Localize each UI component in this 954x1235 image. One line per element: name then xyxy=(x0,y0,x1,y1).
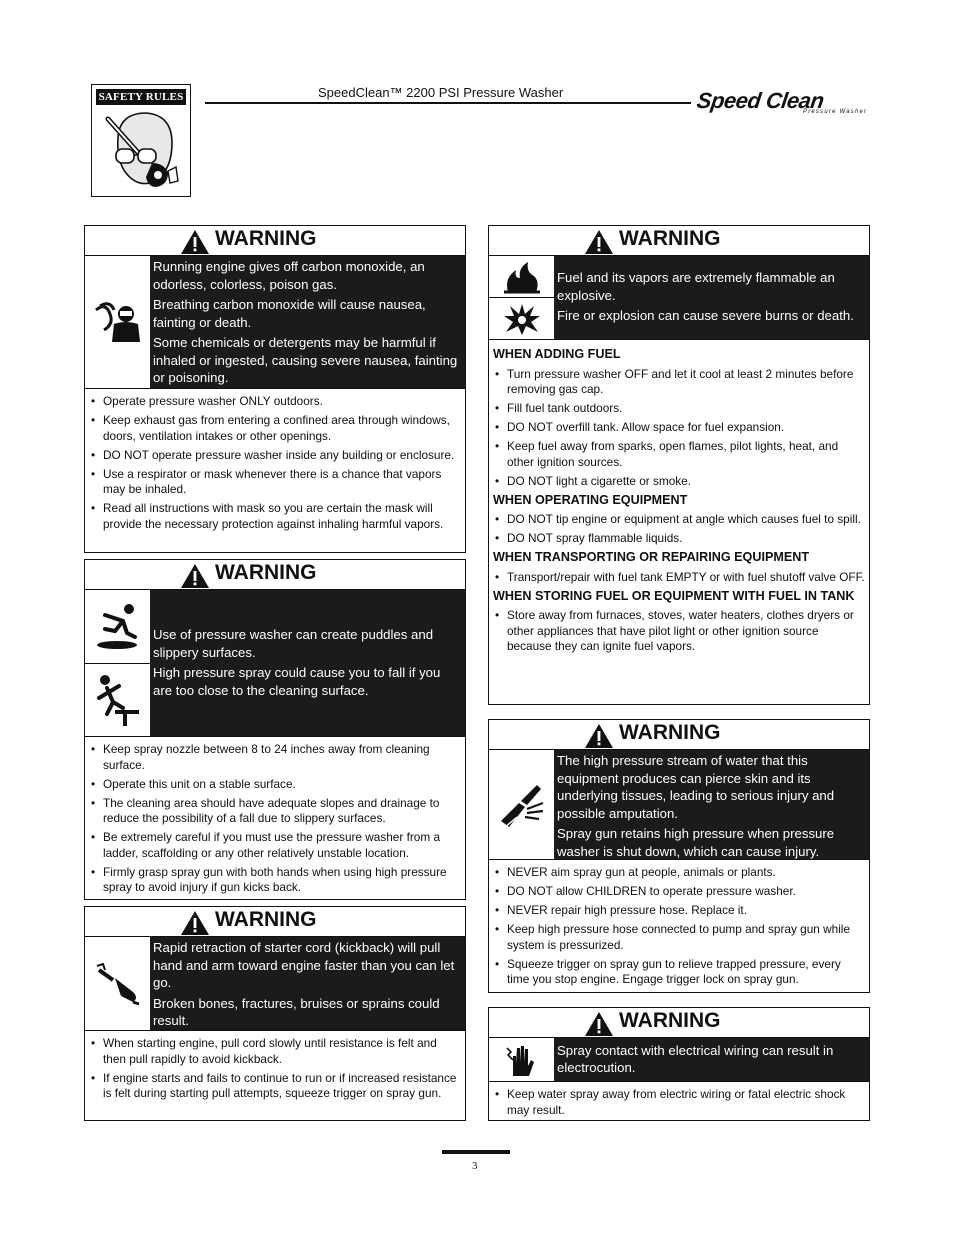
section-heading: WHEN ADDING FUEL xyxy=(493,347,621,361)
hazard-line: Spray gun retains high pressure when pressure washer is shut down, which can cause injury. xyxy=(557,826,835,859)
hazard-statement xyxy=(85,937,465,1031)
list-item: • DO NOT light a cigarette or smoke. xyxy=(493,474,865,490)
kickback-icon xyxy=(85,937,150,1030)
list-item: • Keep water spray away from electric wiring or fatal electric shock may result. xyxy=(493,1087,865,1118)
section-heading: WHEN TRANSPORTING OR REPAIRING EQUIPMENT xyxy=(493,550,810,564)
list-item: • Be extremely careful if you must use the pressure washer from a ladder, scaffolding or any other relatively unstable location. xyxy=(89,830,461,861)
hazard-icons xyxy=(489,750,554,859)
hazard-line: Rapid retraction of starter cord (kickback) will pull hand and arm toward engine faster than you can let go. xyxy=(153,940,455,990)
safety-rules-label: SAFETY RULES xyxy=(96,89,186,105)
warning-title: WARNING xyxy=(215,908,317,931)
hazard-text xyxy=(150,590,465,736)
hazard-statement xyxy=(85,590,465,737)
footer-rule xyxy=(442,1150,510,1154)
safety-list xyxy=(493,608,865,655)
hazard-icons xyxy=(85,256,150,388)
toxic-fumes-icon xyxy=(85,256,150,388)
warning-box-kickback xyxy=(84,906,466,1121)
safety-list xyxy=(89,1036,461,1102)
warning-box-high-pressure xyxy=(488,719,870,993)
skin-injection-icon xyxy=(489,750,554,859)
warning-header xyxy=(85,226,465,256)
hazard-line: Fire or explosion can cause severe burns or death. xyxy=(557,308,854,324)
warning-triangle-icon xyxy=(584,723,614,749)
safety-list xyxy=(493,570,865,586)
hazard-line: Breathing carbon monoxide will cause nausea, fainting or death. xyxy=(153,297,426,330)
hazard-text xyxy=(554,750,869,859)
warning-title: WARNING xyxy=(619,721,721,744)
warning-title: WARNING xyxy=(619,227,721,250)
warning-body xyxy=(85,389,465,540)
hazard-line: High pressure spray could cause you to fall if you are too close to the cleaning surface. xyxy=(153,665,441,698)
warning-triangle-icon xyxy=(180,910,210,936)
warning-box-fuel xyxy=(488,225,870,705)
list-item: • Keep fuel away from sparks, open flames, pilot lights, heat, and other ignition sources. xyxy=(493,439,865,470)
list-item: • Turn pressure washer OFF and let it cool at least 2 minutes before removing gas cap. xyxy=(493,367,865,398)
hazard-line: The high pressure stream of water that this equipment produces can pierce skin and its underlying tissues, leading to serious injury and possible amputation. xyxy=(557,753,835,821)
list-item: • NEVER aim spray gun at people, animals or plants. xyxy=(493,865,865,881)
explosion-icon xyxy=(489,298,554,339)
list-item: • Keep high pressure hose connected to pump and spray gun while system is pressurized. xyxy=(493,922,865,953)
hazard-statement xyxy=(489,256,869,340)
hazard-text xyxy=(150,937,465,1030)
safety-rules-badge xyxy=(91,84,191,197)
warning-box-slip-fall xyxy=(84,559,466,900)
fire-icon xyxy=(489,256,554,298)
hazard-icons xyxy=(85,590,150,736)
list-item: • Use a respirator or mask whenever there is a chance that vapors may be inhaled. xyxy=(89,467,461,498)
warning-triangle-icon xyxy=(180,229,210,255)
warning-header xyxy=(85,560,465,590)
warning-body xyxy=(85,737,465,903)
warning-triangle-icon xyxy=(584,1011,614,1037)
warning-box-electrocution xyxy=(488,1007,870,1121)
slip-hazard-icon xyxy=(85,590,150,664)
section-heading: WHEN OPERATING EQUIPMENT xyxy=(493,492,688,507)
list-item: • DO NOT allow CHILDREN to operate pressure washer. xyxy=(493,884,865,900)
warning-body xyxy=(489,340,869,662)
hazard-text xyxy=(554,256,869,339)
hazard-line: Broken bones, fractures, bruises or sprains could result. xyxy=(153,995,440,1028)
warning-triangle-icon xyxy=(584,229,614,255)
warning-body xyxy=(85,1031,465,1109)
hazard-statement xyxy=(489,750,869,860)
list-item: • Read all instructions with mask so you are certain the mask will provide the necessary protection against inhaling harmful vapors. xyxy=(89,501,461,532)
list-item: • DO NOT tip engine or equipment at angle which causes fuel to spill. xyxy=(493,512,865,528)
list-item: • When starting engine, pull cord slowly until resistance is felt and then pull rapidly to avoid kickback. xyxy=(89,1036,461,1067)
list-item: • NEVER repair high pressure hose. Replace it. xyxy=(493,903,865,919)
warning-header xyxy=(85,907,465,937)
warning-body xyxy=(489,1082,869,1126)
brand-subtitle: Pressure Washer xyxy=(803,109,868,115)
hazard-icons xyxy=(85,937,150,1030)
list-item: • Keep exhaust gas from entering a confined area through windows, doors, ventilation intakes or other openings. xyxy=(89,413,461,444)
safety-list xyxy=(89,394,461,532)
list-item: • Store away from furnaces, stoves, water heaters, clothes dryers or other appliances that have pilot light or other ignition source because they can ignite fuel vapors. xyxy=(493,608,865,655)
hazard-statement xyxy=(85,256,465,389)
warning-title: WARNING xyxy=(215,561,317,584)
list-item: • The cleaning area should have adequate slopes and drainage to reduce the possibility of a fall due to slippery surfaces. xyxy=(89,796,461,827)
list-item: • Fill fuel tank outdoors. xyxy=(493,401,865,417)
respirator-figure-icon xyxy=(98,107,186,193)
warning-box-carbon-monoxide xyxy=(84,225,466,553)
list-item: • DO NOT operate pressure washer inside any building or enclosure. xyxy=(89,448,461,464)
hazard-text xyxy=(554,1038,869,1081)
warning-triangle-icon xyxy=(180,563,210,589)
hazard-statement xyxy=(489,1038,869,1082)
hazard-line: Fuel and its vapors are extremely flammable an explosive. xyxy=(557,270,835,303)
safety-list xyxy=(493,367,865,490)
warning-title: WARNING xyxy=(215,227,317,250)
list-item: • Firmly grasp spray gun with both hands when using high pressure spray to avoid injury if gun kicks back. xyxy=(89,865,461,896)
hazard-line: Spray contact with electrical wiring can result in electrocution. xyxy=(557,1042,834,1075)
list-item: • Squeeze trigger on spray gun to relieve trapped pressure, every time you stop engine. Engage trigger lock on spray gun. xyxy=(493,957,865,988)
safety-list xyxy=(493,1087,865,1118)
electric-shock-icon xyxy=(489,1038,554,1081)
brand-name: Speed Clean xyxy=(695,88,826,113)
speed-clean-logo xyxy=(697,88,872,118)
safety-list xyxy=(493,512,865,547)
safety-list xyxy=(89,742,461,896)
hazard-text xyxy=(150,256,465,388)
fall-hazard-icon xyxy=(85,664,150,737)
warning-title: WARNING xyxy=(619,1009,721,1032)
hazard-line: Some chemicals or detergents may be harmful if inhaled or ingested, causing severe nausea, fainting or poisoning. xyxy=(153,335,458,385)
list-item: • DO NOT overfill tank. Allow space for fuel expansion. xyxy=(493,420,865,436)
hazard-icons xyxy=(489,1038,554,1081)
warning-header xyxy=(489,720,869,750)
list-item: • Operate pressure washer ONLY outdoors. xyxy=(89,394,461,410)
hazard-icons xyxy=(489,256,554,339)
safety-list xyxy=(493,865,865,988)
hazard-line: Use of pressure washer can create puddles and slippery surfaces. xyxy=(153,627,434,660)
list-item: • Operate this unit on a stable surface. xyxy=(89,777,461,793)
list-item: • Keep spray nozzle between 8 to 24 inches away from cleaning surface. xyxy=(89,742,461,773)
list-item: • If engine starts and fails to continue to run or if increased resistance is felt during starting pull attempts, squeeze trigger on spray gun. xyxy=(89,1071,461,1102)
header-rule xyxy=(205,102,691,104)
page-title: SpeedClean™ 2200 PSI Pressure Washer xyxy=(318,85,564,100)
list-item: • DO NOT spray flammable liquids. xyxy=(493,531,865,547)
warning-body xyxy=(489,860,869,995)
hazard-line: Running engine gives off carbon monoxide, an odorless, colorless, poison gas. xyxy=(153,259,425,292)
list-item: • Transport/repair with fuel tank EMPTY or with fuel shutoff valve OFF. xyxy=(493,570,865,586)
warning-header xyxy=(489,226,869,256)
page-number: 3 xyxy=(472,1160,478,1172)
warning-header xyxy=(489,1008,869,1038)
section-heading: WHEN STORING FUEL OR EQUIPMENT WITH FUEL IN TANK xyxy=(493,588,855,603)
